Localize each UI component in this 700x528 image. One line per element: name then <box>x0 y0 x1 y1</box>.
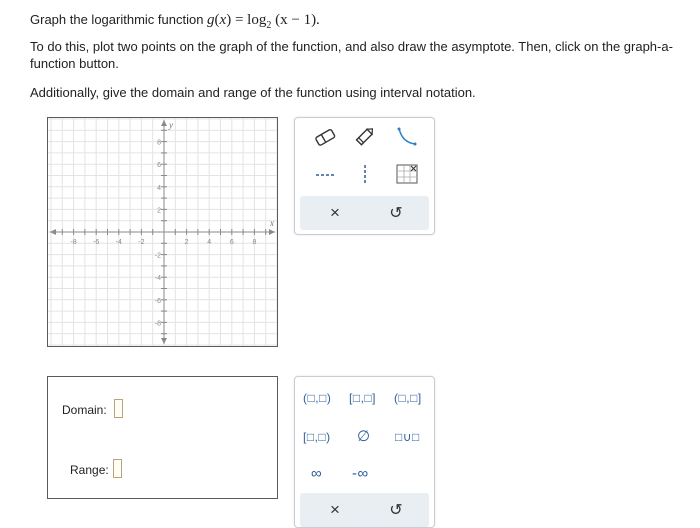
eraser-tool-button[interactable] <box>307 123 343 151</box>
pencil-tool-button[interactable] <box>347 123 383 151</box>
curve-tool-button[interactable] <box>389 123 425 151</box>
pencil-icon <box>353 126 377 148</box>
undo-answer-button[interactable]: ↺ <box>389 502 403 519</box>
key-union[interactable]: □∪□ <box>395 430 420 444</box>
horizontal-asymptote-icon <box>313 164 337 184</box>
question-domain-range: Additionally, give the domain and range of the function using interval notation. <box>30 85 476 100</box>
domain-range-answer-box <box>47 376 278 499</box>
y-tick-label: -6 <box>154 297 161 305</box>
y-tick-label: -2 <box>154 252 161 260</box>
range-label: Range: <box>70 463 109 477</box>
key-closed-closed-interval[interactable]: [□,□] <box>349 391 376 405</box>
graph-a-function-button[interactable] <box>389 160 425 188</box>
x-tick-label: -8 <box>70 239 77 246</box>
graph-a-function-icon <box>395 163 419 185</box>
y-tick-label: 4 <box>157 184 161 192</box>
y-tick-label: 6 <box>157 162 161 170</box>
y-tick-label: 8 <box>157 139 161 147</box>
eraser-icon <box>313 127 337 147</box>
x-tick-label: -6 <box>93 239 100 246</box>
key-open-open-interval[interactable]: (□,□) <box>303 391 332 405</box>
interval-keypad <box>294 376 435 528</box>
question-line-1: Graph the logarithmic function $g(x) = \log_2 (x - 1)$. <box>30 12 320 31</box>
graph-tools-action-bar <box>300 196 429 230</box>
x-tick-label: -4 <box>115 239 122 246</box>
key-open-closed-interval[interactable]: (□,□] <box>394 391 422 405</box>
graph-tools-panel <box>294 117 435 235</box>
undo-graph-button[interactable]: ↺ <box>389 205 403 222</box>
function-formula: $g(x) = \log_2 (x - 1)$. <box>207 12 320 31</box>
range-input[interactable] <box>113 459 122 478</box>
x-tick-label: 4 <box>207 239 212 246</box>
clear-graph-button[interactable]: × <box>330 203 340 222</box>
x-tick-label: 2 <box>184 239 189 246</box>
x-tick-label: -2 <box>138 239 145 246</box>
curve-tool-icon <box>394 125 420 149</box>
coordinate-graph[interactable] <box>47 117 278 347</box>
y-axis-label: y <box>169 120 173 130</box>
question-instructions: To do this, plot two points on the graph of the function, and also draw the asymptote. Then, click on the graph-a-function button. <box>30 39 673 71</box>
key-closed-open-interval[interactable]: [□,□) <box>303 430 331 444</box>
key-empty-set[interactable]: ∅ <box>357 428 371 445</box>
y-axis-up-arrow <box>161 120 167 126</box>
x-tick-label: 6 <box>229 239 234 246</box>
graph-canvas[interactable] <box>48 118 277 346</box>
y-axis-down-arrow <box>161 338 167 344</box>
keypad-action-bar <box>300 493 429 527</box>
key-infinity[interactable]: ∞ <box>311 465 323 482</box>
domain-input[interactable] <box>114 399 123 418</box>
y-tick-label: -8 <box>154 320 161 328</box>
domain-label: Domain: <box>62 403 107 417</box>
y-tick-label: -4 <box>154 275 161 283</box>
x-axis-right-arrow <box>269 229 275 235</box>
clear-answer-button[interactable]: × <box>330 500 340 519</box>
x-axis-label: x <box>270 218 274 228</box>
x-tick-label: 8 <box>252 239 257 246</box>
vertical-asymptote-icon <box>353 163 377 185</box>
vertical-asymptote-button[interactable] <box>347 160 383 188</box>
key-negative-infinity[interactable]: -∞ <box>352 465 369 482</box>
horizontal-asymptote-button[interactable] <box>307 160 343 188</box>
y-tick-label: 2 <box>157 207 161 215</box>
